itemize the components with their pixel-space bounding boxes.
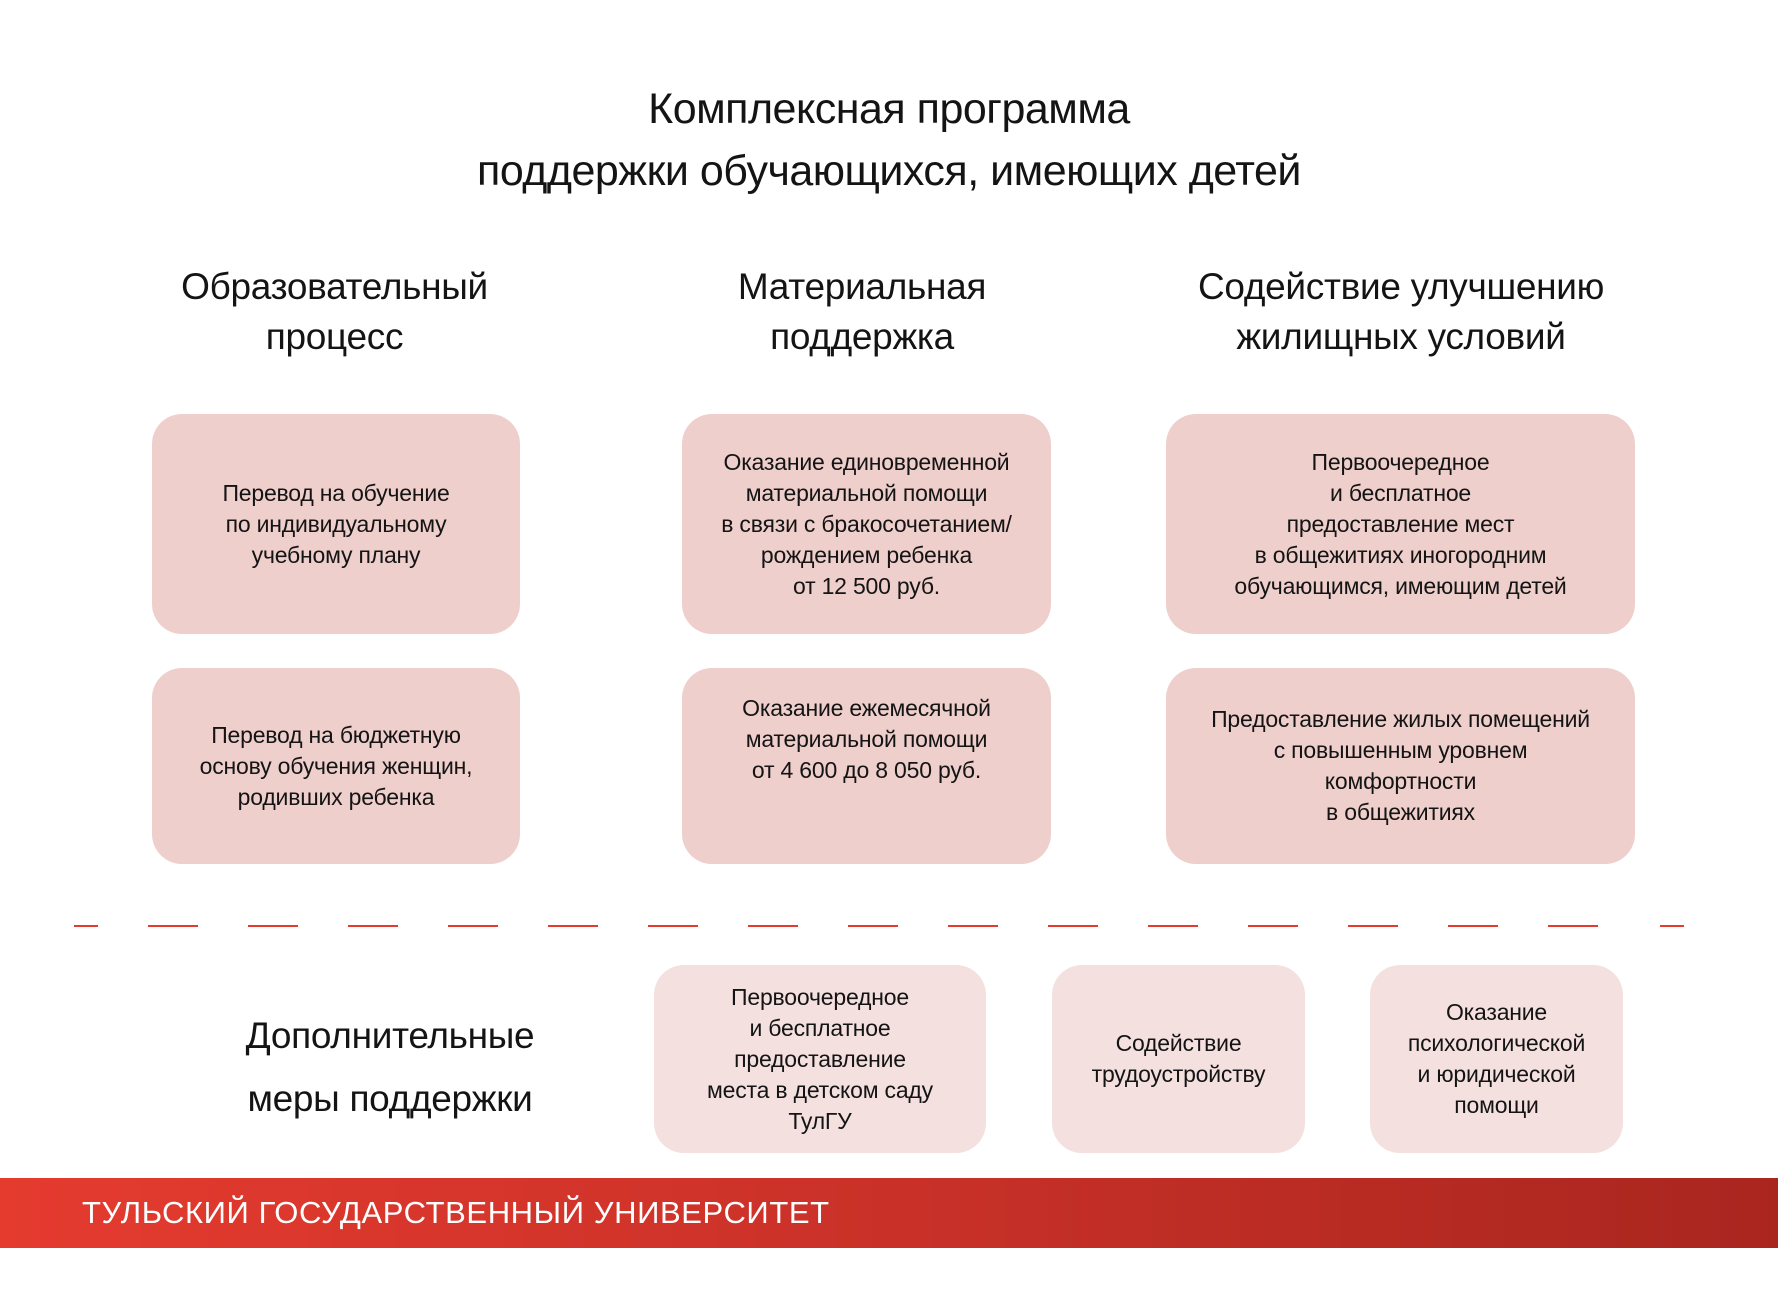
card-text-line: в общежитиях иногородним (1254, 541, 1547, 568)
divider-dash (448, 925, 498, 927)
divider-dash (948, 925, 998, 927)
card-employment (1052, 965, 1305, 1153)
card-text-line: Оказание (1445, 999, 1548, 1025)
card-text-line: и бесплатное (1329, 479, 1472, 506)
card-comfort-rooms (1166, 668, 1635, 864)
card-text-line: предоставление (734, 1045, 906, 1072)
additional-heading-line: меры поддержки (247, 1078, 533, 1119)
card-text-line: трудоустройству (1091, 1061, 1266, 1087)
card-text-line: помощи (1454, 1092, 1539, 1118)
card-text-line: Первоочередное (731, 983, 909, 1010)
card-text-line: Оказание ежемесячной (742, 695, 991, 721)
column-heading-line: Образовательный (181, 266, 488, 307)
divider-dash (74, 925, 98, 927)
divider-dash (848, 925, 898, 927)
card-dormitory-places (1166, 414, 1635, 634)
card-budget-transfer (152, 668, 520, 864)
divider-dash (1148, 925, 1198, 927)
column-heading-line: Содействие улучшению (1197, 266, 1605, 307)
card-individual-plan (152, 414, 520, 634)
card-text-line: ТулГУ (788, 1107, 852, 1134)
card-text-line: психологической (1407, 1030, 1586, 1056)
column-heading-material (682, 262, 1042, 362)
card-text-line: Предоставление жилых помещений (1211, 706, 1590, 732)
divider-dash (748, 925, 798, 927)
page-title-line-2: поддержки обучающихся, имеющих детей (477, 147, 1301, 195)
divider-dash (1048, 925, 1098, 927)
column-heading-housing (1166, 262, 1636, 362)
card-text-line: и юридической (1417, 1061, 1576, 1087)
page-title (0, 78, 1778, 202)
column-heading-line: Материальная (737, 266, 987, 307)
divider-dash (1248, 925, 1298, 927)
card-text-line: Перевод на обучение (222, 479, 450, 506)
additional-heading-line: Дополнительные (245, 1015, 535, 1056)
divider-dash (1660, 925, 1684, 927)
column-heading-line: жилищных условий (1236, 316, 1566, 357)
footer-university-name: ТУЛЬСКИЙ ГОСУДАРСТВЕННЫЙ УНИВЕРСИТЕТ (82, 1195, 830, 1230)
card-text-line: от 12 500 руб. (792, 572, 940, 599)
card-text-line: в связи с бракосочетанием/ (721, 510, 1012, 537)
divider-dash (148, 925, 198, 927)
card-text-line: Первоочередное (1311, 448, 1490, 475)
divider-dash (548, 925, 598, 927)
card-text-line: учебному плану (251, 541, 421, 568)
column-heading-education (152, 262, 517, 362)
card-one-time-aid (682, 414, 1051, 634)
column-heading-line: процесс (265, 316, 404, 357)
card-text-line: Содействие (1115, 1030, 1242, 1056)
card-text-line: основу обучения женщин, (199, 752, 473, 779)
card-text-line: материальной помощи (745, 479, 988, 506)
additional-measures-heading (200, 1004, 580, 1130)
card-kindergarten (654, 965, 986, 1153)
divider-dash (248, 925, 298, 927)
page-title-line-1: Комплексная программа (648, 85, 1130, 133)
card-text-line: в общежитиях (1326, 799, 1475, 825)
card-text-line: Перевод на бюджетную (211, 721, 461, 748)
card-text-line: комфортности (1324, 768, 1477, 794)
divider-dash (1348, 925, 1398, 927)
card-psych-legal-help (1370, 965, 1623, 1153)
divider-dash (348, 925, 398, 927)
card-text-line: места в детском саду (707, 1076, 933, 1103)
card-monthly-aid (682, 668, 1051, 864)
card-text-line: от 4 600 до 8 050 руб. (751, 757, 982, 783)
card-text-line: по индивидуальному (225, 510, 447, 537)
divider-dash (648, 925, 698, 927)
card-text-line: и бесплатное (749, 1014, 891, 1041)
divider-dash (1448, 925, 1498, 927)
footer-bar (0, 1178, 1778, 1248)
card-text-line: обучающимся, имеющим детей (1234, 572, 1567, 599)
card-text-line: материальной помощи (745, 726, 988, 752)
divider-dash (1548, 925, 1598, 927)
card-text-line: Оказание единовременной (723, 448, 1010, 475)
dashed-divider (74, 925, 1684, 927)
card-text-line: родивших ребенка (237, 783, 435, 810)
column-heading-line: поддержка (770, 316, 954, 357)
card-text-line: рождением ребенка (760, 541, 973, 568)
card-text-line: с повышенным уровнем (1273, 737, 1528, 763)
card-text-line: предоставление мест (1286, 510, 1515, 537)
